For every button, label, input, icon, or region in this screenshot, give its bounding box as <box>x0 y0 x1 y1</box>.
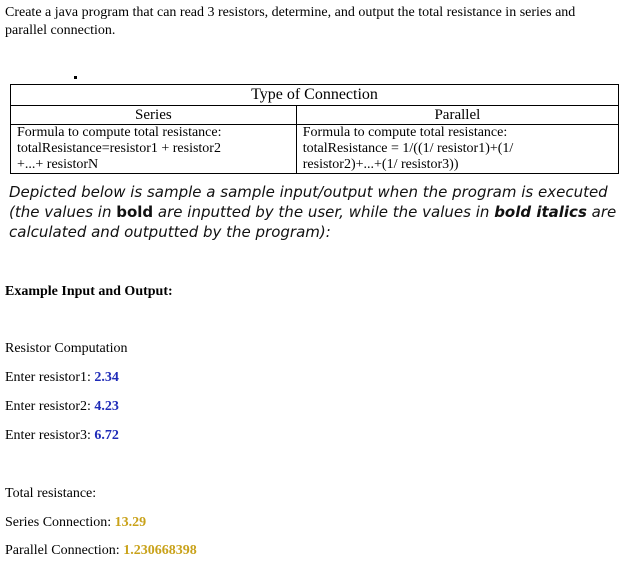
problem-statement: Create a java program that can read 3 resistors, determine, and output the total resistance in series and parallel connection. <box>5 5 576 38</box>
total-label: Total resistance: <box>5 486 97 501</box>
description-line: Depicted below is sample a sample input/output when the program is executed <box>9 183 608 201</box>
parallel-value: 1.230668398 <box>123 543 197 558</box>
description-text: (the values in <box>9 203 117 221</box>
parallel-label: Parallel Connection: <box>5 543 124 558</box>
bold-italics-word: bold italics <box>494 203 587 221</box>
input-value: 4.23 <box>94 399 119 414</box>
description-text: are inputted by the user, while the values in <box>153 203 495 221</box>
input-prompt: Enter resistor2: <box>5 399 95 414</box>
input-value: 6.72 <box>94 428 119 443</box>
input-value: 2.34 <box>94 370 119 385</box>
series-formula-line: totalResistance=resistor1 + resistor2 <box>17 141 221 156</box>
input-line-3 <box>5 428 119 444</box>
series-formula-cell <box>11 125 297 174</box>
connection-table <box>10 84 619 174</box>
description-text: are <box>586 203 617 221</box>
program-title: Resistor Computation <box>5 341 128 356</box>
parallel-formula-line: Formula to compute total resistance: <box>302 125 508 140</box>
table-title: Type of Connection <box>11 85 619 106</box>
input-line-1 <box>5 370 119 386</box>
series-output-line <box>5 515 146 531</box>
example-header: Example Input and Output: <box>5 284 173 299</box>
stray-mark <box>74 76 77 79</box>
series-header: Series <box>11 106 297 125</box>
description-line: calculated and outputted by the program): <box>9 223 331 241</box>
parallel-header: Parallel <box>296 106 618 125</box>
parallel-formula-line: totalResistance = 1/((1/ resistor1)+(1/ <box>302 141 514 156</box>
series-formula-line: +...+ resistorN <box>17 157 99 172</box>
input-prompt: Enter resistor3: <box>5 428 95 443</box>
input-line-2 <box>5 399 119 415</box>
series-formula-line: Formula to compute total resistance: <box>17 125 222 140</box>
input-prompt: Enter resistor1: <box>5 370 95 385</box>
parallel-formula-line: resistor2)+...+(1/ resistor3)) <box>302 157 459 172</box>
series-label: Series Connection: <box>5 515 115 530</box>
sample-description <box>9 182 624 242</box>
parallel-formula-cell <box>296 125 618 174</box>
bold-word: bold <box>116 203 154 221</box>
description-line <box>9 202 624 222</box>
parallel-output-line <box>5 543 197 559</box>
series-value: 13.29 <box>114 515 147 530</box>
